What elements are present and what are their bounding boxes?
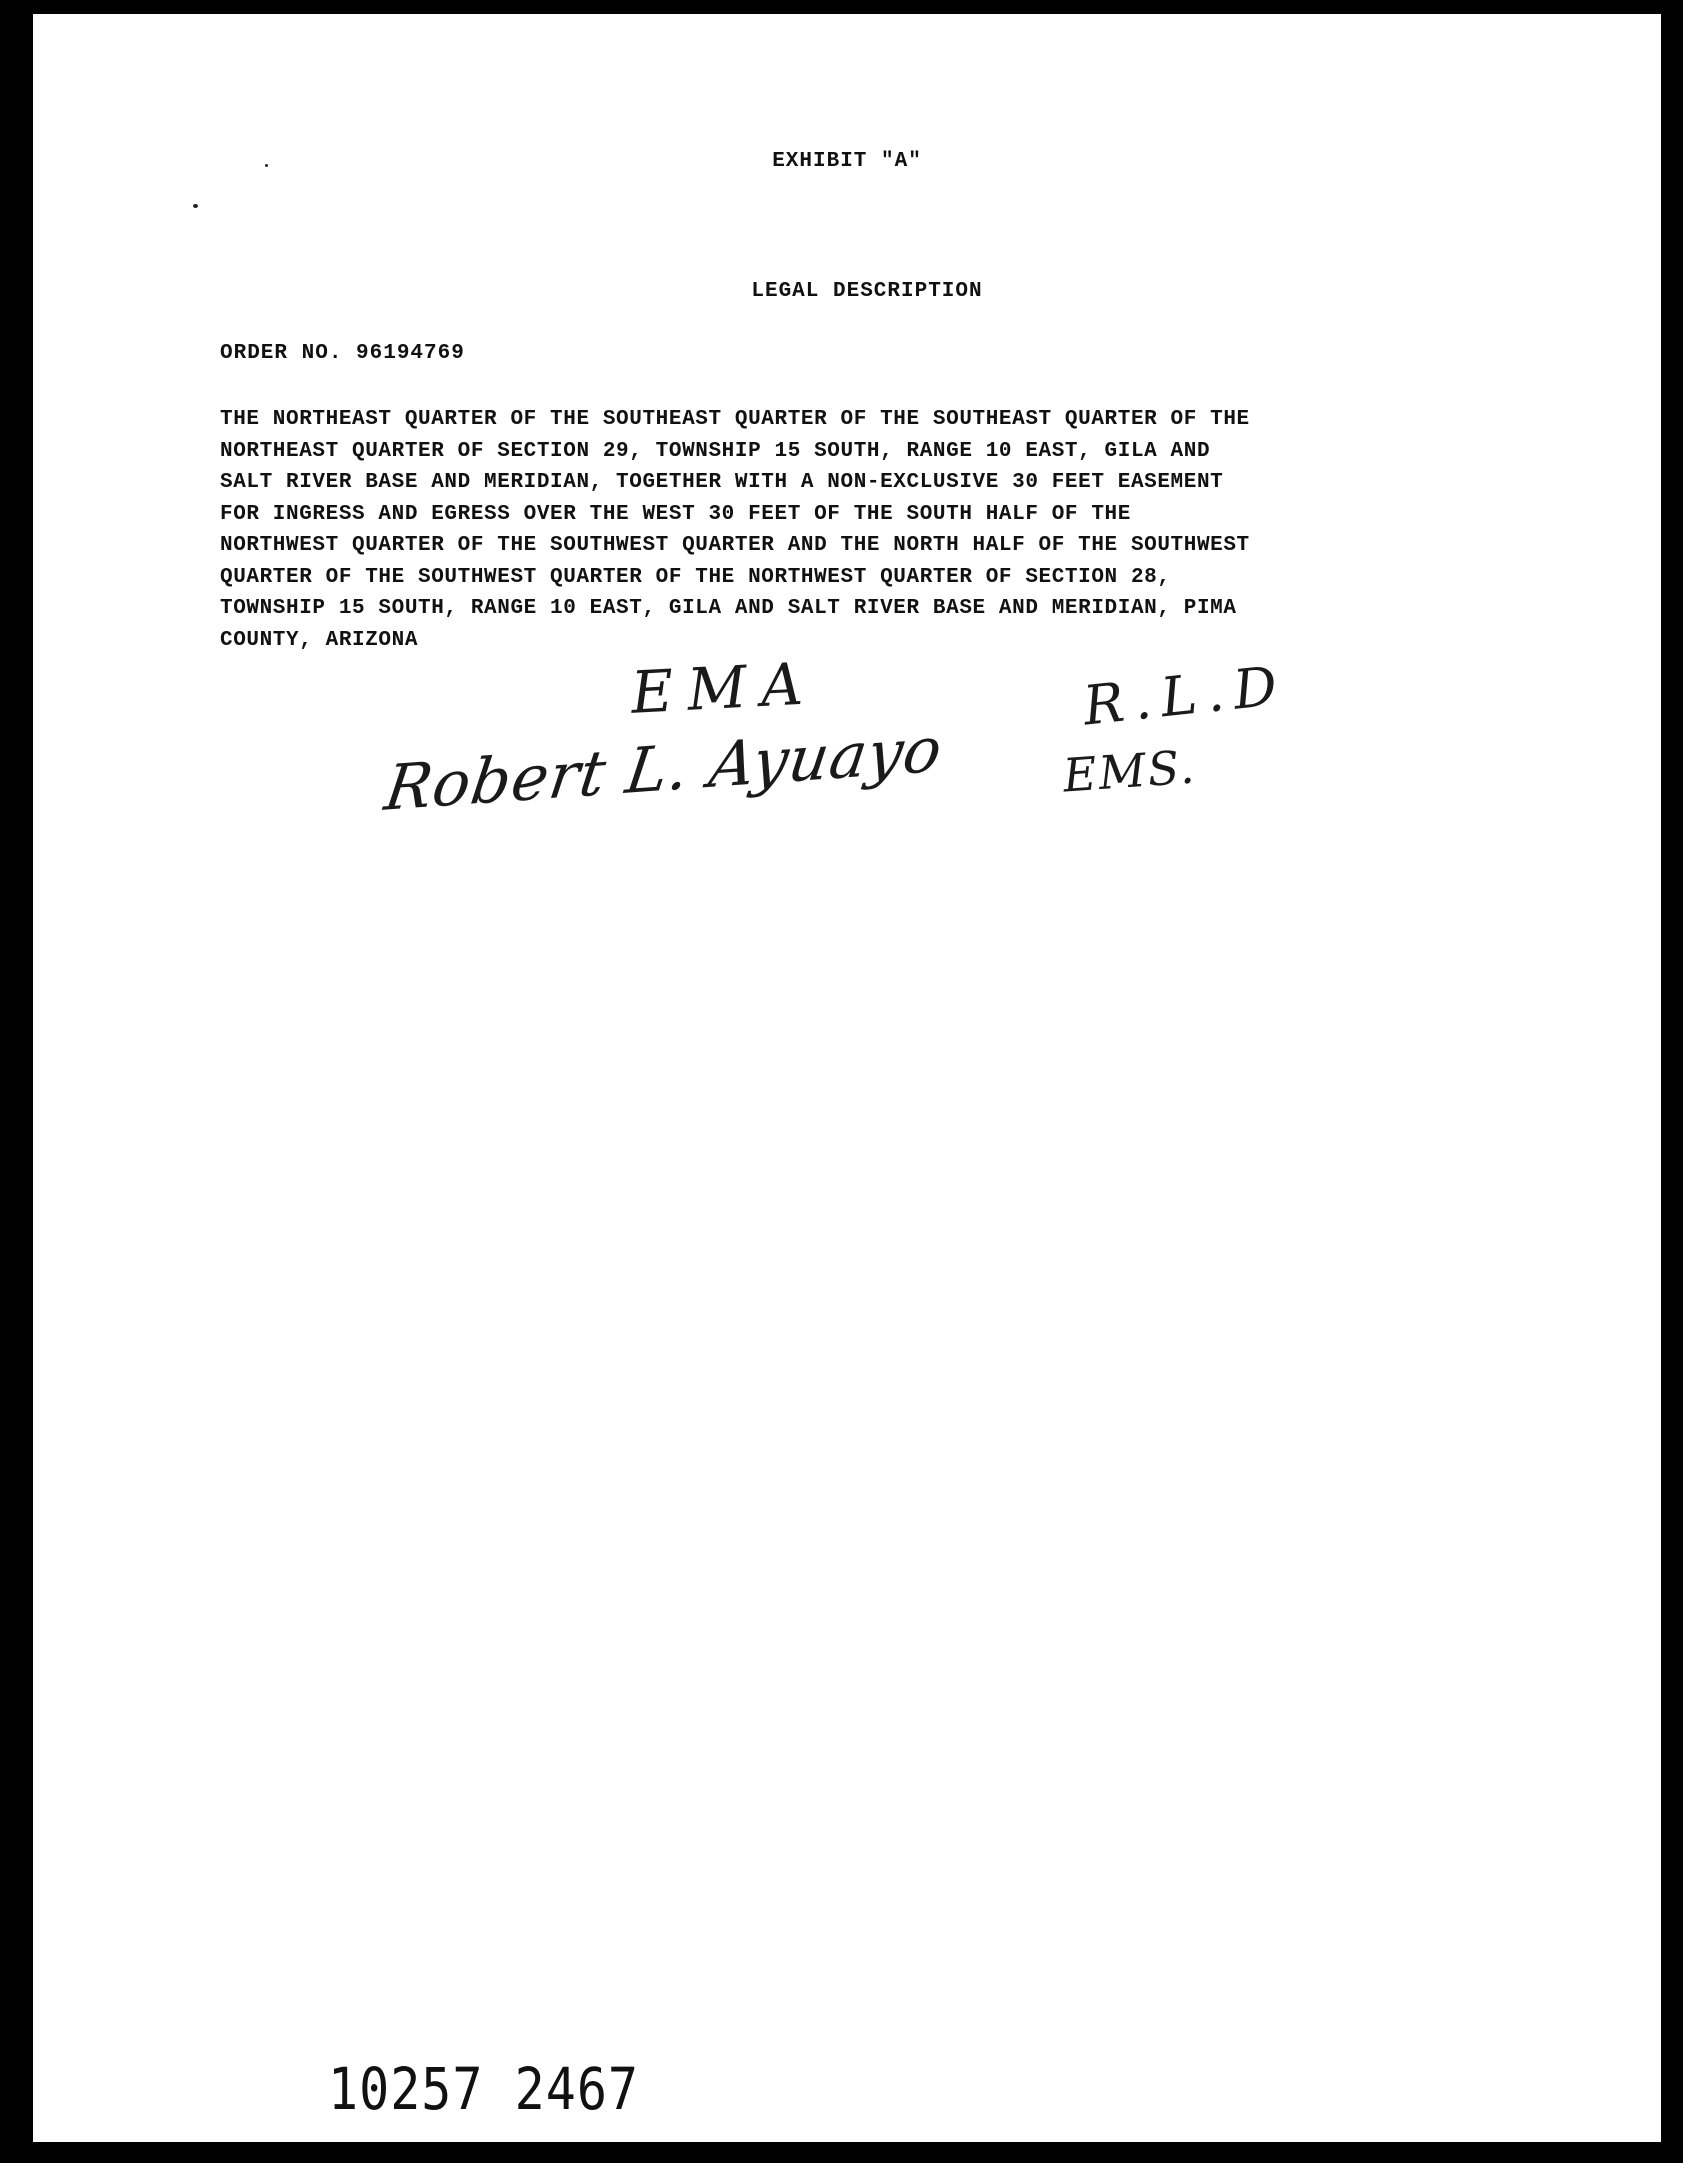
description-line: NORTHWEST QUARTER OF THE SOUTHWEST QUARTER AND THE NORTH HALF OF THE SOUTHWEST [220, 534, 1250, 557]
scan-speck [193, 204, 198, 208]
exhibit-title: EXHIBIT "A" [772, 150, 922, 173]
legal-description [220, 404, 1550, 656]
description-line: NORTHEAST QUARTER OF SECTION 29, TOWNSHIP 15 SOUTH, RANGE 10 EAST, GILA AND [220, 439, 1211, 463]
initials-ema: EMA [629, 649, 819, 727]
description-line: QUARTER OF THE SOUTHWEST QUARTER OF THE NORTHWEST QUARTER OF SECTION 28, [220, 565, 1171, 589]
description-line: SALT RIVER BASE AND MERIDIAN, TOGETHER WITH A NON-EXCLUSIVE 30 FEET EASEMENT [220, 471, 1224, 494]
scan-speck [265, 164, 268, 167]
order-number: ORDER NO. 96194769 [220, 342, 465, 365]
document-page [33, 14, 1661, 2142]
description-line: THE NORTHEAST QUARTER OF THE SOUTHEAST QUARTER OF THE SOUTHEAST QUARTER OF THE [220, 408, 1250, 431]
description-line: TOWNSHIP 15 SOUTH, RANGE 10 EAST, GILA AND SALT RIVER BASE AND MERIDIAN, PIMA [220, 597, 1237, 620]
description-line: COUNTY, ARIZONA [220, 628, 419, 652]
section-title: LEGAL DESCRIPTION [751, 280, 983, 303]
recording-number: 10257 2467 [328, 2056, 640, 2123]
handwritten-signature: Robert L. Ayuayo [380, 712, 948, 825]
initials-ems: EMS. [1061, 739, 1198, 803]
initials-rld: R.L.D [1080, 653, 1290, 738]
description-line: FOR INGRESS AND EGRESS OVER THE WEST 30 FEET OF THE SOUTH HALF OF THE [220, 502, 1131, 526]
